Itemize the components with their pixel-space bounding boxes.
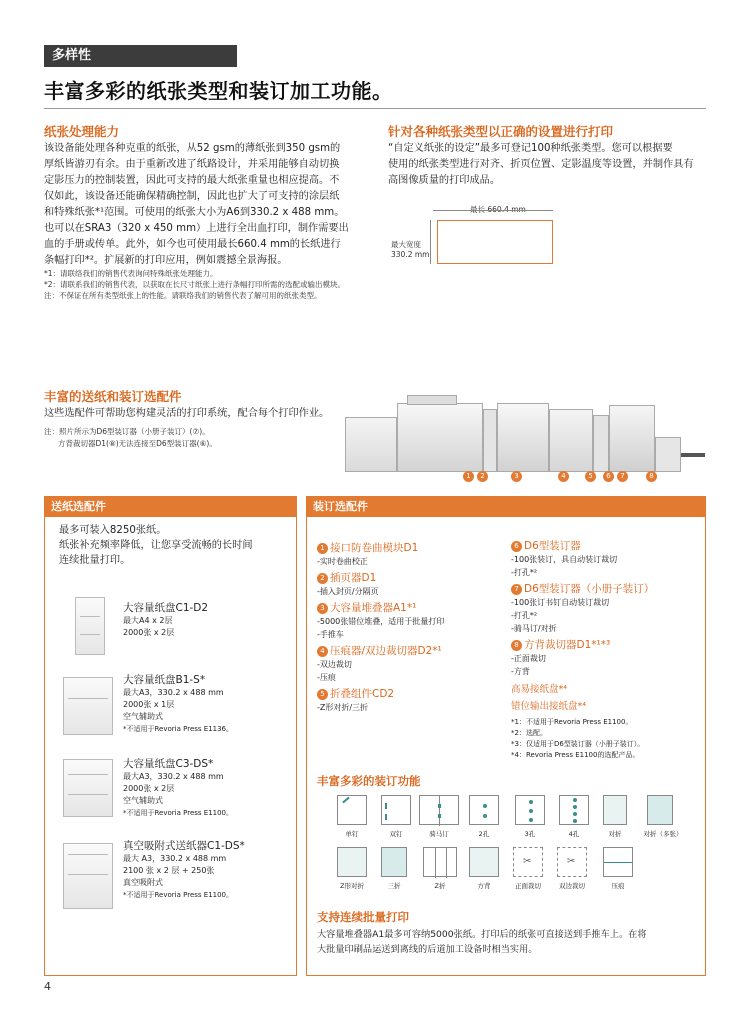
- z-fold-half-icon: [337, 847, 367, 877]
- section-tag: 多样性: [44, 45, 237, 67]
- functions-row-2: Z形对折 三折 Z折 方背 ✂ 正面裁切 ✂ 双边裁切 压痕: [307, 847, 707, 899]
- length-dimension-line: [433, 210, 553, 211]
- half-fold-icon: [603, 795, 627, 825]
- feed-options-box: [44, 496, 297, 976]
- tray-c3-ds-image: [63, 759, 113, 817]
- page-title: 丰富多彩的纸张类型和装订加工功能。: [44, 79, 393, 103]
- continuous-text: 大容量堆叠器A1最多可容纳5000张纸。打印后的纸张可直接送到手推车上。在将 大批量印刷品运送到离线的后道加工设备时相当实用。: [317, 929, 647, 955]
- feed-item-2: 大容量纸盘B1-S* 最大A3，330.2 x 488 mm 2000张 x 1层 空气辅助式 *不适用于Revoria Press E1136。: [123, 674, 234, 733]
- finish-right-column: 6 D6型装订器 -100张装订，具自动装订裁切 -打孔*² 7 D6型装订器（小册子装订） -100张订书钉自动装订裁切 -打孔*² -骑马订/对折 8 方背裁切器D1*¹*³ -正面裁切 -方背 高易接纸盘*⁴ 错位输出接纸盘*⁴ *1：不适用于Revoria Press E1100。 *2：选配。 *3：仅适用于D6型装订器（小册子装订）。 *4：Revoria Press E1100的选配产品。: [511, 540, 655, 759]
- marker-6: 6: [603, 471, 614, 482]
- continuous-heading: 支持连续批量打印: [317, 910, 409, 924]
- four-hole-icon: [559, 795, 589, 825]
- double-staple-icon: [381, 795, 411, 825]
- page-number: 4: [44, 980, 51, 993]
- paper-handling-text: 该设备能处理各种克重的纸张，从52 gsm的薄纸张到350 gsm的 厚纸皆游刃有余。由于重新改进了纸路设计，并采用能够自动切换 定影压力的控制装置，因此可支持的最大纸张重量也相应提高。不 仅如此，该设备还能确保精确控制，因此也扩大了可支持的涂层纸 和特殊纸张*¹范围。可使用的纸张大小为A6到330.2 x 488 mm。 也可以在SRA3（320 x 450 mm）上进行全出血打印，制作需要出 血的手册或传单。此外，如今也可使用最长660.4 mm的长纸进行 条幅打印*²。扩展新的打印应用，例如震撼全景海报。: [44, 143, 349, 266]
- width-label: 最大宽度 330.2 mm: [391, 240, 430, 259]
- face-trim-icon: ✂: [513, 847, 543, 877]
- marker-4: 4: [558, 471, 569, 482]
- finishing-options-box: [306, 496, 706, 976]
- square-fold-icon: [469, 847, 499, 877]
- three-hole-icon: [515, 795, 545, 825]
- options-intro: 这些选配件可帮助您构建灵活的打印系统，配合每个打印作业。: [44, 408, 330, 419]
- feed-item-4: 真空吸附式送纸器C1-DS* 最大 A3，330.2 x 488 mm 2100 张 x 2 层 + 250张 真空吸附式 *不适用于Revoria Press E1100。: [123, 840, 245, 899]
- paper-handling-notes: *1：请联络我们的销售代表询问特殊纸张处理能力。 *2：请联系我们的销售代表，以获取在长尺寸纸张上进行条幅打印所需的选配或输出模块。 注：不保证在所有类型纸张上的性能。请联络我们的销售代表了解可用的纸张类型。: [44, 269, 346, 300]
- functions-heading: 丰富多彩的装订功能: [317, 774, 421, 788]
- tray-c1-d2-image: [75, 597, 105, 655]
- finish-box-title: 装订选配件: [307, 497, 705, 517]
- function-label: 单钉: [345, 830, 359, 838]
- crease-icon: [603, 847, 633, 877]
- vacuum-feeder-image: [63, 843, 113, 909]
- marker-7: 7: [617, 471, 628, 482]
- marker-1: 1: [463, 471, 474, 482]
- paper-settings-text: “自定义纸张的设定”最多可登记100种纸张类型。您可以根据要 使用的纸张类型进行对齐、折页位置、定影温度等设置，并制作具有 高图像质量的打印成品。: [388, 143, 694, 186]
- marker-2: 2: [477, 471, 488, 482]
- feed-item-3: 大容量纸盘C3-DS* 最大A3，330.2 x 488 mm 2000张 x 2层 空气辅助式 *不适用于Revoria Press E1100。: [123, 758, 234, 817]
- width-dimension-line: [430, 220, 431, 264]
- two-sided-trim-icon: ✂: [557, 847, 587, 877]
- options-note-1: 注：照片所示为D6型装订器（小册子装订）(⑦)。: [44, 427, 210, 436]
- tray-b1-s-image: [63, 677, 113, 735]
- options-heading: 丰富的送纸和装订选配件: [44, 389, 182, 404]
- long-paper-diagram: [437, 220, 553, 264]
- paper-settings-heading: 针对各种纸张类型以正确的设置进行打印: [388, 124, 614, 139]
- functions-row-1: 单钉 双钉 骑马订 2孔 3孔 4孔 对折 对折（多张）: [307, 795, 707, 847]
- marker-3: 3: [511, 471, 522, 482]
- marker-8: 8: [646, 471, 657, 482]
- two-hole-icon: [469, 795, 499, 825]
- tri-fold-icon: [381, 847, 407, 877]
- saddle-stitch-icon: [419, 795, 459, 825]
- feed-box-title: 送纸选配件: [45, 497, 296, 517]
- feed-box-intro: 最多可装入8250张纸。 纸张补充频率降低，让您享受流畅的长时间 连续批量打印。: [59, 525, 253, 566]
- single-staple-icon: [337, 795, 367, 825]
- printer-system-image: [345, 395, 705, 475]
- title-divider: [44, 108, 706, 109]
- multi-sheet-fold-icon: [647, 795, 673, 825]
- system-markers: [463, 471, 663, 485]
- paper-handling-heading: 纸张处理能力: [44, 124, 120, 139]
- feed-item-1: 大容量纸盘C1-D2 最大A4 x 2层 2000张 x 2层: [123, 602, 209, 637]
- finish-left-column: 1 接口防卷曲模块D1 -实时卷曲校正 2 插页器D1 -插入封页/分隔页 3 大容量堆叠器A1*¹ -5000张错位堆叠，适用于批量打印 -手推车 4 压痕器/双边裁切器D2*¹ -双边裁切 -压痕 5 折叠组件CD2 -Z形对折/三折: [317, 542, 445, 712]
- z-fold-icon: [423, 847, 457, 877]
- marker-5: 5: [585, 471, 596, 482]
- options-note-2: 方背裁切器D1(⑧)无法连接至D6型装订器(⑥)。: [58, 439, 217, 448]
